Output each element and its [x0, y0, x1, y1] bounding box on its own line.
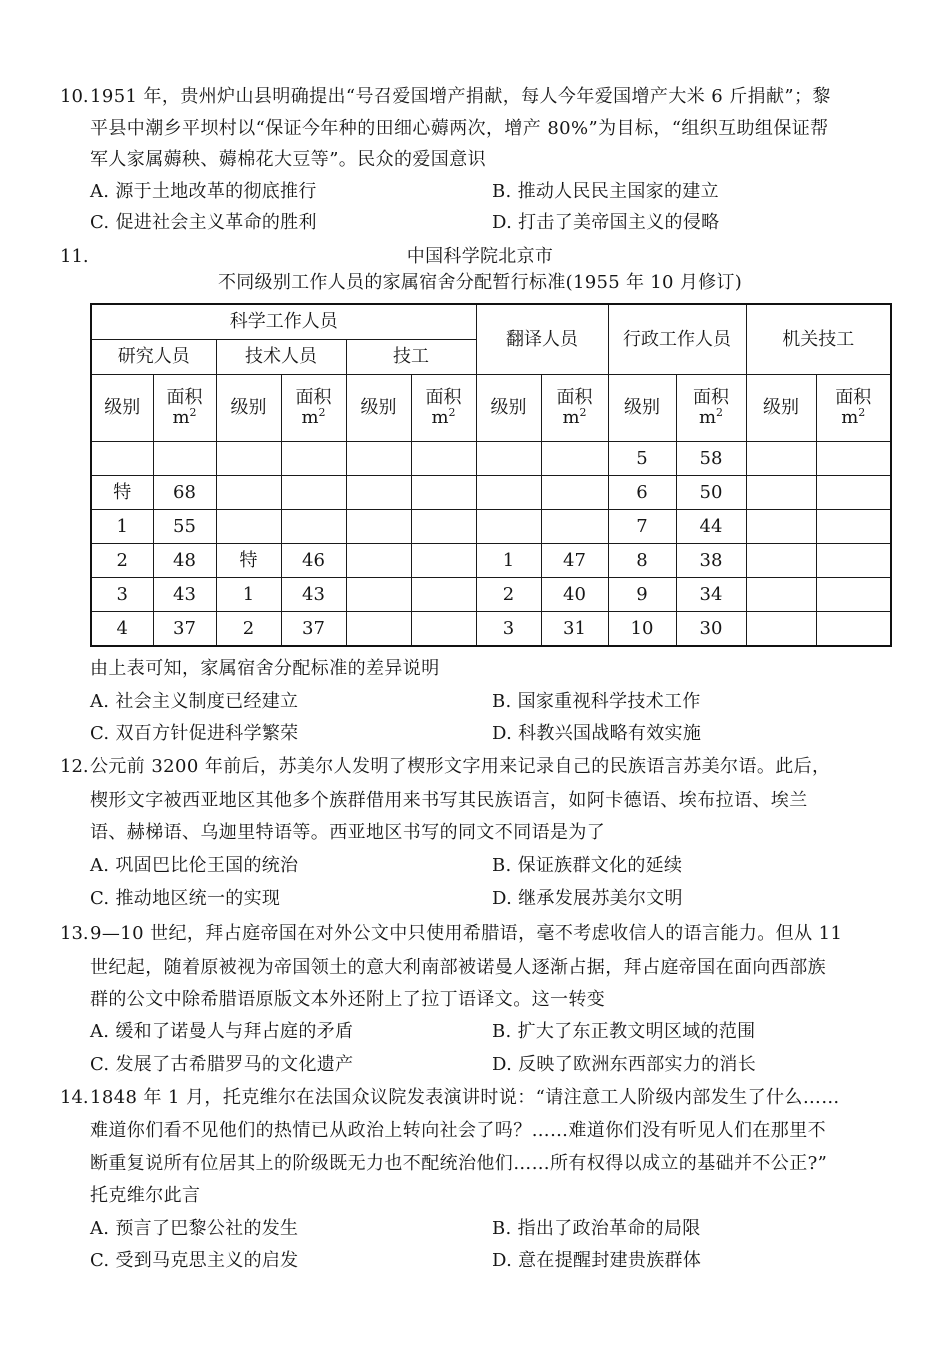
cell-level [216, 476, 281, 510]
cell-level: 10 [608, 612, 676, 647]
column-header-level: 级别 [346, 375, 411, 442]
question-number: 11. [60, 246, 89, 267]
unit-m: m [172, 407, 190, 428]
cell-area: 37 [281, 612, 346, 647]
column-header-level: 级别 [91, 375, 153, 442]
option-d[interactable]: D. 继承发展苏美尔文明 [492, 888, 683, 909]
unit-exponent: 2 [579, 406, 587, 419]
cell-area: 37 [153, 612, 216, 647]
header-admin-staff: 行政工作人员 [608, 304, 746, 375]
area-label: 面积 [425, 387, 462, 408]
cell-level [746, 442, 816, 476]
unit-m: m [431, 407, 449, 428]
question-stem-line: 楔形文字被西亚地区其他多个族群借用来书写其民族语言，如阿卡德语、埃布拉语、埃兰 [90, 790, 808, 811]
area-label: 面积 [166, 387, 203, 408]
option-d[interactable]: D. 反映了欧洲东西部实力的消长 [492, 1054, 757, 1075]
option-b[interactable]: B. 扩大了东正教文明区域的范围 [492, 1021, 756, 1042]
cell-area: 47 [541, 544, 608, 578]
cell-level [476, 442, 541, 476]
cell-area [816, 510, 891, 544]
cell-area [816, 578, 891, 612]
cell-level: 9 [608, 578, 676, 612]
header-researchers: 研究人员 [91, 340, 216, 375]
question-stem-line: 托克维尔此言 [90, 1185, 201, 1206]
unit-exponent: 2 [189, 406, 197, 419]
cell-area [541, 510, 608, 544]
cell-level: 7 [608, 510, 676, 544]
cell-level [346, 510, 411, 544]
question-stem-line: 1848 年 1 月，托克维尔在法国众议院发表演讲时说：“请注意工人阶级内部发生了什么…… [90, 1087, 840, 1108]
cell-area [281, 510, 346, 544]
table-row [91, 510, 891, 544]
question-stem-line: 9—10 世纪，拜占庭帝国在对外公文中只使用希腊语，毫不考虑收信人的语言能力。但从 11 [90, 923, 843, 944]
option-b[interactable]: B. 国家重视科学技术工作 [492, 691, 701, 712]
option-d[interactable]: D. 意在提醒封建贵族群体 [492, 1250, 702, 1271]
cell-area [816, 476, 891, 510]
question-number: 13. [60, 923, 89, 944]
area-label: 面积 [693, 387, 729, 408]
table-row [91, 578, 891, 612]
cell-level [746, 612, 816, 647]
option-b[interactable]: B. 保证族群文化的延续 [492, 855, 683, 876]
cell-level [346, 476, 411, 510]
cell-area [816, 544, 891, 578]
cell-level: 3 [91, 578, 153, 612]
question-stem-line: 群的公文中除希腊语原版文本外还附上了拉丁语译文。这一转变 [90, 989, 606, 1010]
table-row [91, 476, 891, 510]
table-title-line-2: 不同级别工作人员的家属宿舍分配暂行标准(1955 年 10 月修订) [217, 272, 743, 293]
column-header-area [676, 375, 746, 442]
question-stem-line: 断重复说所有位居其上的阶级既无力也不配统治他们……所有权得以成立的基础并不公正?” [90, 1153, 828, 1174]
cell-area: 55 [153, 510, 216, 544]
question-stem-line: 军人家属薅秧、薅棉花大豆等”。民众的爱国意识 [90, 149, 486, 170]
dormitory-allocation-table [90, 303, 892, 647]
column-header-area [153, 375, 216, 442]
header-office-technicians: 机关技工 [746, 304, 891, 375]
unit-exponent: 2 [448, 406, 456, 419]
unit-m: m [698, 407, 717, 428]
column-header-level: 级别 [476, 375, 541, 442]
cell-area: 48 [153, 544, 216, 578]
area-unit [154, 408, 216, 428]
cell-area [541, 476, 608, 510]
cell-level: 1 [91, 510, 153, 544]
table-row [91, 612, 891, 647]
cell-level: 1 [476, 544, 541, 578]
header-translators: 翻译人员 [476, 304, 608, 375]
cell-area [816, 612, 891, 647]
cell-area [411, 612, 476, 647]
cell-level [346, 578, 411, 612]
area-label: 面积 [295, 387, 332, 408]
cell-level [346, 442, 411, 476]
cell-level [476, 476, 541, 510]
cell-area [281, 442, 346, 476]
area-unit [282, 408, 346, 428]
cell-area [281, 476, 346, 510]
area-unit [677, 408, 746, 428]
header-science-staff: 科学工作人员 [91, 304, 476, 340]
cell-level [346, 612, 411, 647]
area-label: 面积 [835, 387, 872, 408]
cell-area [411, 442, 476, 476]
column-header-area [281, 375, 346, 442]
table-column-header-row [91, 375, 891, 442]
question-stem-line: 世纪起，随着原被视为帝国领土的意大利南部被诺曼人逐渐占据，拜占庭帝国在面向西部族 [90, 957, 826, 978]
option-b[interactable]: B. 推动人民民主国家的建立 [492, 181, 719, 202]
cell-area: 50 [676, 476, 746, 510]
question-stem-line: 难道你们看不见他们的热情已从政治上转向社会了吗？……难道你们没有听见人们在那里不 [90, 1120, 826, 1141]
cell-area [411, 510, 476, 544]
cell-level: 8 [608, 544, 676, 578]
question-stem-line: 1951 年，贵州炉山县明确提出“号召爱国增产捐献，每人今年爱国增产大米 6 斤捐献”；黎 [90, 86, 831, 107]
table-title-line-1: 中国科学院北京市 [406, 246, 554, 267]
option-d[interactable]: D. 打击了美帝国主义的侵略 [492, 212, 720, 233]
option-a[interactable]: A. 社会主义制度已经建立 [90, 691, 299, 712]
cell-area [411, 544, 476, 578]
option-b[interactable]: B. 指出了政治革命的局限 [492, 1218, 701, 1239]
cell-level: 5 [608, 442, 676, 476]
unit-m: m [562, 407, 580, 428]
cell-level: 2 [476, 578, 541, 612]
column-header-area [541, 375, 608, 442]
option-a[interactable]: A. 巩固巴比伦王国的统治 [90, 855, 299, 876]
option-d[interactable]: D. 科教兴国战略有效实施 [492, 723, 702, 744]
cell-level [746, 578, 816, 612]
question-stem-line: 由上表可知，家属宿舍分配标准的差异说明 [90, 658, 440, 679]
unit-m: m [301, 407, 319, 428]
question-stem-line: 公元前 3200 年前后，苏美尔人发明了楔形文字用来记录自己的民族语言苏美尔语。此后， [90, 756, 831, 777]
cell-area [816, 442, 891, 476]
cell-level [476, 510, 541, 544]
cell-level: 1 [216, 578, 281, 612]
option-c[interactable]: C. 推动地区统一的实现 [90, 888, 281, 909]
cell-area: 38 [676, 544, 746, 578]
cell-level [346, 544, 411, 578]
cell-level: 4 [91, 612, 153, 647]
column-header-area [411, 375, 476, 442]
cell-level [216, 510, 281, 544]
cell-level [91, 442, 153, 476]
table-row [91, 544, 891, 578]
table-header-row [91, 304, 891, 340]
cell-area: 34 [676, 578, 746, 612]
cell-level [216, 442, 281, 476]
cell-level: 2 [216, 612, 281, 647]
option-a[interactable]: A. 预言了巴黎公社的发生 [90, 1218, 299, 1239]
area-unit [412, 408, 476, 428]
area-unit [542, 408, 608, 428]
cell-area [153, 442, 216, 476]
cell-area [411, 578, 476, 612]
cell-area: 43 [153, 578, 216, 612]
cell-area: 58 [676, 442, 746, 476]
header-technicians: 技工 [346, 340, 476, 375]
cell-level: 特 [216, 544, 281, 578]
column-header-level: 级别 [608, 375, 676, 442]
option-c[interactable]: C. 发展了古希腊罗马的文化遗产 [90, 1054, 354, 1075]
column-header-area [816, 375, 891, 442]
cell-level: 特 [91, 476, 153, 510]
cell-area: 44 [676, 510, 746, 544]
cell-area: 68 [153, 476, 216, 510]
area-unit [817, 408, 891, 428]
option-a[interactable]: A. 源于土地改革的彻底推行 [90, 181, 317, 202]
cell-level [746, 510, 816, 544]
unit-exponent: 2 [858, 406, 866, 419]
question-number: 14. [60, 1087, 89, 1108]
option-a[interactable]: A. 缓和了诺曼人与拜占庭的矛盾 [90, 1021, 354, 1042]
cell-area [541, 442, 608, 476]
cell-level: 6 [608, 476, 676, 510]
option-c[interactable]: C. 双百方针促进科学繁荣 [90, 723, 299, 744]
cell-area [411, 476, 476, 510]
option-c[interactable]: C. 受到马克思主义的启发 [90, 1250, 299, 1271]
cell-area: 31 [541, 612, 608, 647]
unit-exponent: 2 [318, 406, 326, 419]
cell-area: 30 [676, 612, 746, 647]
option-c[interactable]: C. 促进社会主义革命的胜利 [90, 212, 317, 233]
cell-level: 3 [476, 612, 541, 647]
unit-exponent: 2 [716, 406, 724, 419]
area-label: 面积 [556, 387, 593, 408]
unit-m: m [841, 407, 859, 428]
cell-area: 43 [281, 578, 346, 612]
cell-area: 40 [541, 578, 608, 612]
cell-level: 2 [91, 544, 153, 578]
cell-level [746, 476, 816, 510]
column-header-level: 级别 [746, 375, 816, 442]
header-technical-staff: 技术人员 [216, 340, 346, 375]
table-row [91, 442, 891, 476]
question-number: 10. [60, 86, 89, 107]
cell-area: 46 [281, 544, 346, 578]
question-stem-line: 平县中潮乡平坝村以“保证今年种的田细心薅两次，增产 80%”为目标，“组织互助组保证帮 [90, 118, 829, 139]
question-stem-line: 语、赫梯语、乌迦里特语等。西亚地区书写的同文不同语是为了 [90, 822, 606, 843]
question-number: 12. [60, 756, 89, 777]
cell-level [746, 544, 816, 578]
column-header-level: 级别 [216, 375, 281, 442]
